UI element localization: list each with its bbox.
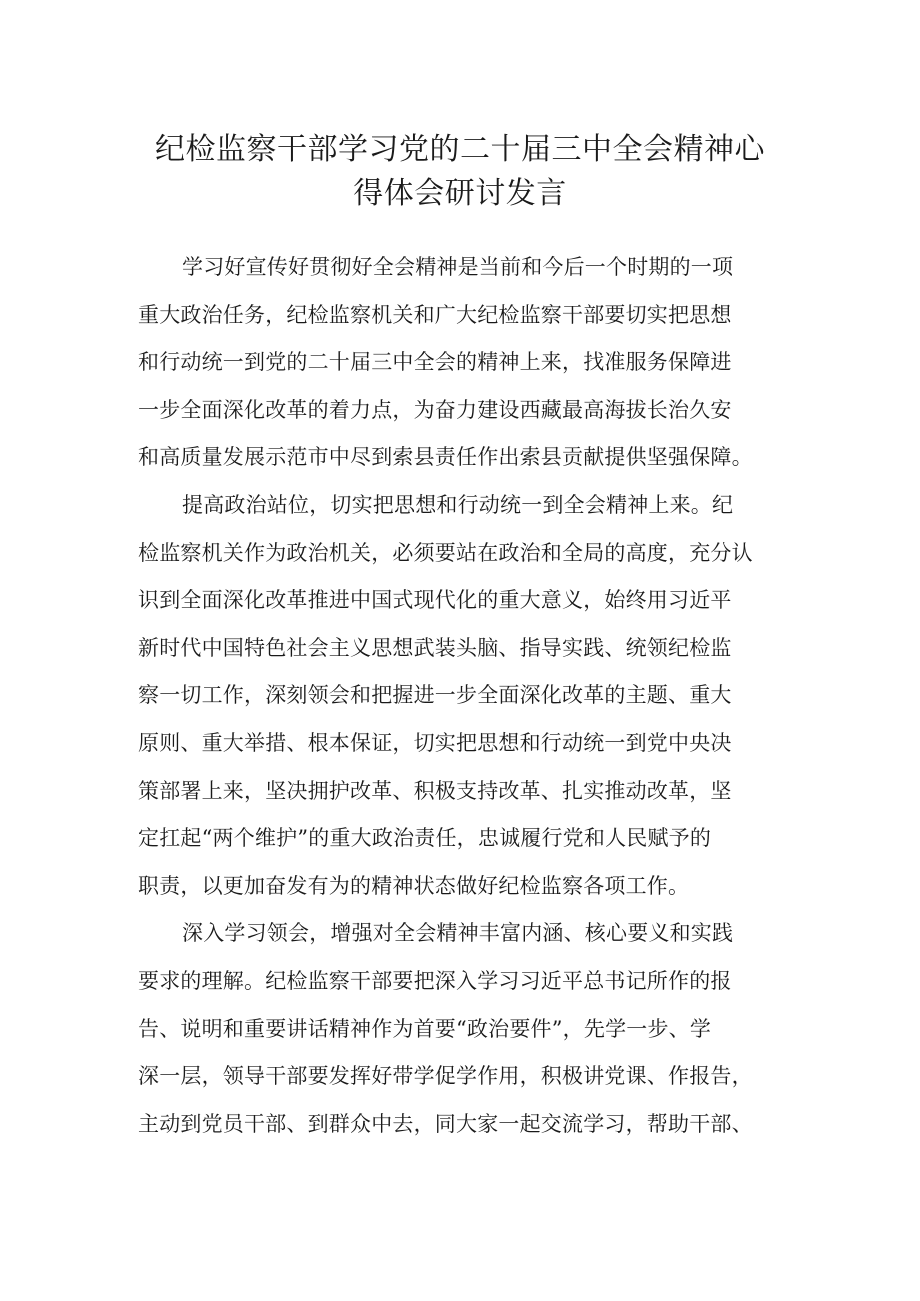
text-line: 检监察机关作为政治机关，必须要站在政治和全局的高度，充分认 xyxy=(138,540,753,565)
paragraph-1 xyxy=(138,244,790,482)
text-line: 重大政治任务，纪检监察机关和广大纪检监察干部要切实把思想 xyxy=(138,302,732,327)
text-line: 提高政治站位，切实把思想和行动统一到全会精神上来。纪 xyxy=(182,492,734,517)
text-line: 和行动统一到党的二十届三中全会的精神上来，找准服务保障进 xyxy=(138,350,732,375)
text-line: 新时代中国特色社会主义思想武装头脑、指导实践、统领纪检监 xyxy=(138,635,732,660)
text-line: 识到全面深化改革推进中国式现代化的重大意义，始终用习近平 xyxy=(138,588,732,613)
text-line: 职责，以更加奋发有为的精神状态做好纪检监察各项工作。 xyxy=(138,873,690,898)
text-line: 深一层，领导干部要发挥好带学促学作用，积极讲党课、作报告， xyxy=(138,1064,753,1089)
text-line: 要求的理解。纪检监察干部要把深入学习习近平总书记所作的报 xyxy=(138,968,732,993)
text-line: 定扛起“两个维护”的重大政治责任，忠诚履行党和人民赋予的 xyxy=(138,826,712,851)
text-line: 告、说明和重要讲话精神作为首要“政治要件”，先学一步、学 xyxy=(138,1016,712,1041)
paragraph-3 xyxy=(138,910,790,1148)
document-body xyxy=(138,244,790,1148)
text-line: 策部署上来，坚决拥护改革、积极支持改革、扎实推动改革，坚 xyxy=(138,778,732,803)
text-line: 察一切工作，深刻领会和把握进一步全面深化改革的主题、重大 xyxy=(138,683,732,708)
text-line: 主动到党员干部、到群众中去，同大家一起交流学习，帮助干部、 xyxy=(138,1111,753,1136)
text-line: 原则、重大举措、根本保证，切实把思想和行动统一到党中央决 xyxy=(138,730,732,755)
text-line: 和高质量发展示范市中尽到索县责任作出索县贡献提供坚强保障。 xyxy=(138,445,753,470)
document-title xyxy=(120,128,800,216)
paragraph-2 xyxy=(138,482,790,910)
title-line: 纪检监察干部学习党的二十届三中全会精神心 xyxy=(155,132,765,167)
text-line: 一步全面深化改革的着力点，为奋力建设西藏最高海拔长治久安 xyxy=(138,397,732,422)
text-line: 学习好宣传好贯彻好全会精神是当前和今后一个时期的一项 xyxy=(182,255,734,279)
title-line: 得体会研讨发言 xyxy=(353,176,567,211)
text-line: 深入学习领会，增强对全会精神丰富内涵、核心要义和实践 xyxy=(182,921,734,946)
